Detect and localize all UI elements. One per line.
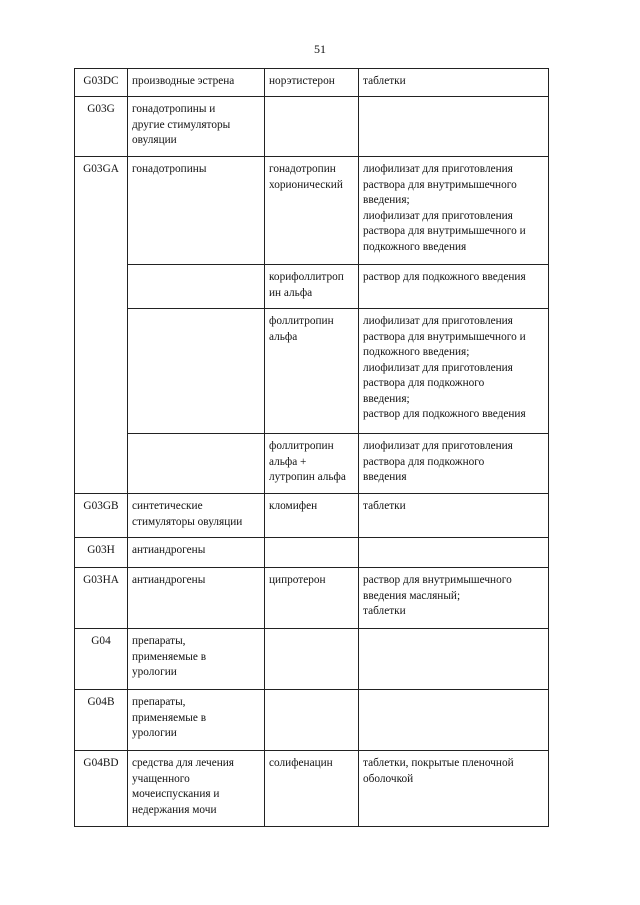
dosage-form-cell: таблетки (359, 69, 549, 97)
group-cell: гонадотропины (128, 157, 265, 265)
dosage-form-cell: раствор для подкожного введения (359, 265, 549, 309)
table-row (75, 265, 549, 309)
page-number: 51 (314, 42, 326, 56)
group-cell: антиандрогены (128, 568, 265, 629)
table-row (75, 690, 549, 751)
atc-code-cell: G03H (75, 538, 128, 568)
atc-code-cell: G03HA (75, 568, 128, 629)
atc-code-cell: G04 (75, 629, 128, 690)
group-cell (128, 309, 265, 434)
table-row (75, 538, 549, 568)
dosage-form-cell: лиофилизат для приготовления раствора для подкожного введения (359, 434, 549, 494)
dosage-form-cell: таблетки (359, 494, 549, 538)
dosage-form-cell: таблетки, покрытые пленочной оболочкой (359, 751, 549, 827)
table-row (75, 309, 549, 434)
group-cell: синтетические стимуляторы овуляции (128, 494, 265, 538)
atc-code-cell: G03GA (75, 157, 128, 494)
group-cell (128, 434, 265, 494)
table-row (75, 751, 549, 827)
table-row (75, 157, 549, 265)
drug-cell: фоллитропин альфа + лутропин альфа (265, 434, 359, 494)
dosage-form-cell: лиофилизат для приготовления раствора для внутримышечного и подкожного введения; лиофилизат для приготовления раствора для подкожного введения; раствор для подкожного введения (359, 309, 549, 434)
dosage-form-cell (359, 690, 549, 751)
drug-cell (265, 538, 359, 568)
group-cell (128, 265, 265, 309)
atc-code-cell: G03G (75, 97, 128, 157)
group-cell: гонадотропины и другие стимуляторы овуляции (128, 97, 265, 157)
atc-code-cell: G04BD (75, 751, 128, 827)
group-cell: антиандрогены (128, 538, 265, 568)
drug-cell: фоллитропин альфа (265, 309, 359, 434)
drug-cell: солифенацин (265, 751, 359, 827)
group-cell: средства для лечения учащенного мочеиспускания и недержания мочи (128, 751, 265, 827)
atc-code-cell: G03DC (75, 69, 128, 97)
drug-cell: ципротерон (265, 568, 359, 629)
group-cell: препараты, применяемые в урологии (128, 690, 265, 751)
drug-cell (265, 690, 359, 751)
table-row (75, 69, 549, 97)
group-cell: производные эстрена (128, 69, 265, 97)
drug-cell: норэтистерон (265, 69, 359, 97)
drug-cell (265, 97, 359, 157)
dosage-form-cell (359, 97, 549, 157)
drug-cell: корифоллитроп ин альфа (265, 265, 359, 309)
drug-table (74, 68, 549, 827)
dosage-form-cell: раствор для внутримышечного введения масляный; таблетки (359, 568, 549, 629)
atc-code-cell: G04B (75, 690, 128, 751)
atc-code-cell: G03GB (75, 494, 128, 538)
dosage-form-cell: лиофилизат для приготовления раствора для внутримышечного введения; лиофилизат для приготовления раствора для внутримышечного и подкожного введения (359, 157, 549, 265)
dosage-form-cell (359, 629, 549, 690)
drug-cell: кломифен (265, 494, 359, 538)
table-row (75, 97, 549, 157)
dosage-form-cell (359, 538, 549, 568)
table-row (75, 494, 549, 538)
group-cell: препараты, применяемые в урологии (128, 629, 265, 690)
drug-cell (265, 629, 359, 690)
drug-cell: гонадотропин хорионический (265, 157, 359, 265)
table-row (75, 568, 549, 629)
table-row (75, 434, 549, 494)
table-row (75, 629, 549, 690)
